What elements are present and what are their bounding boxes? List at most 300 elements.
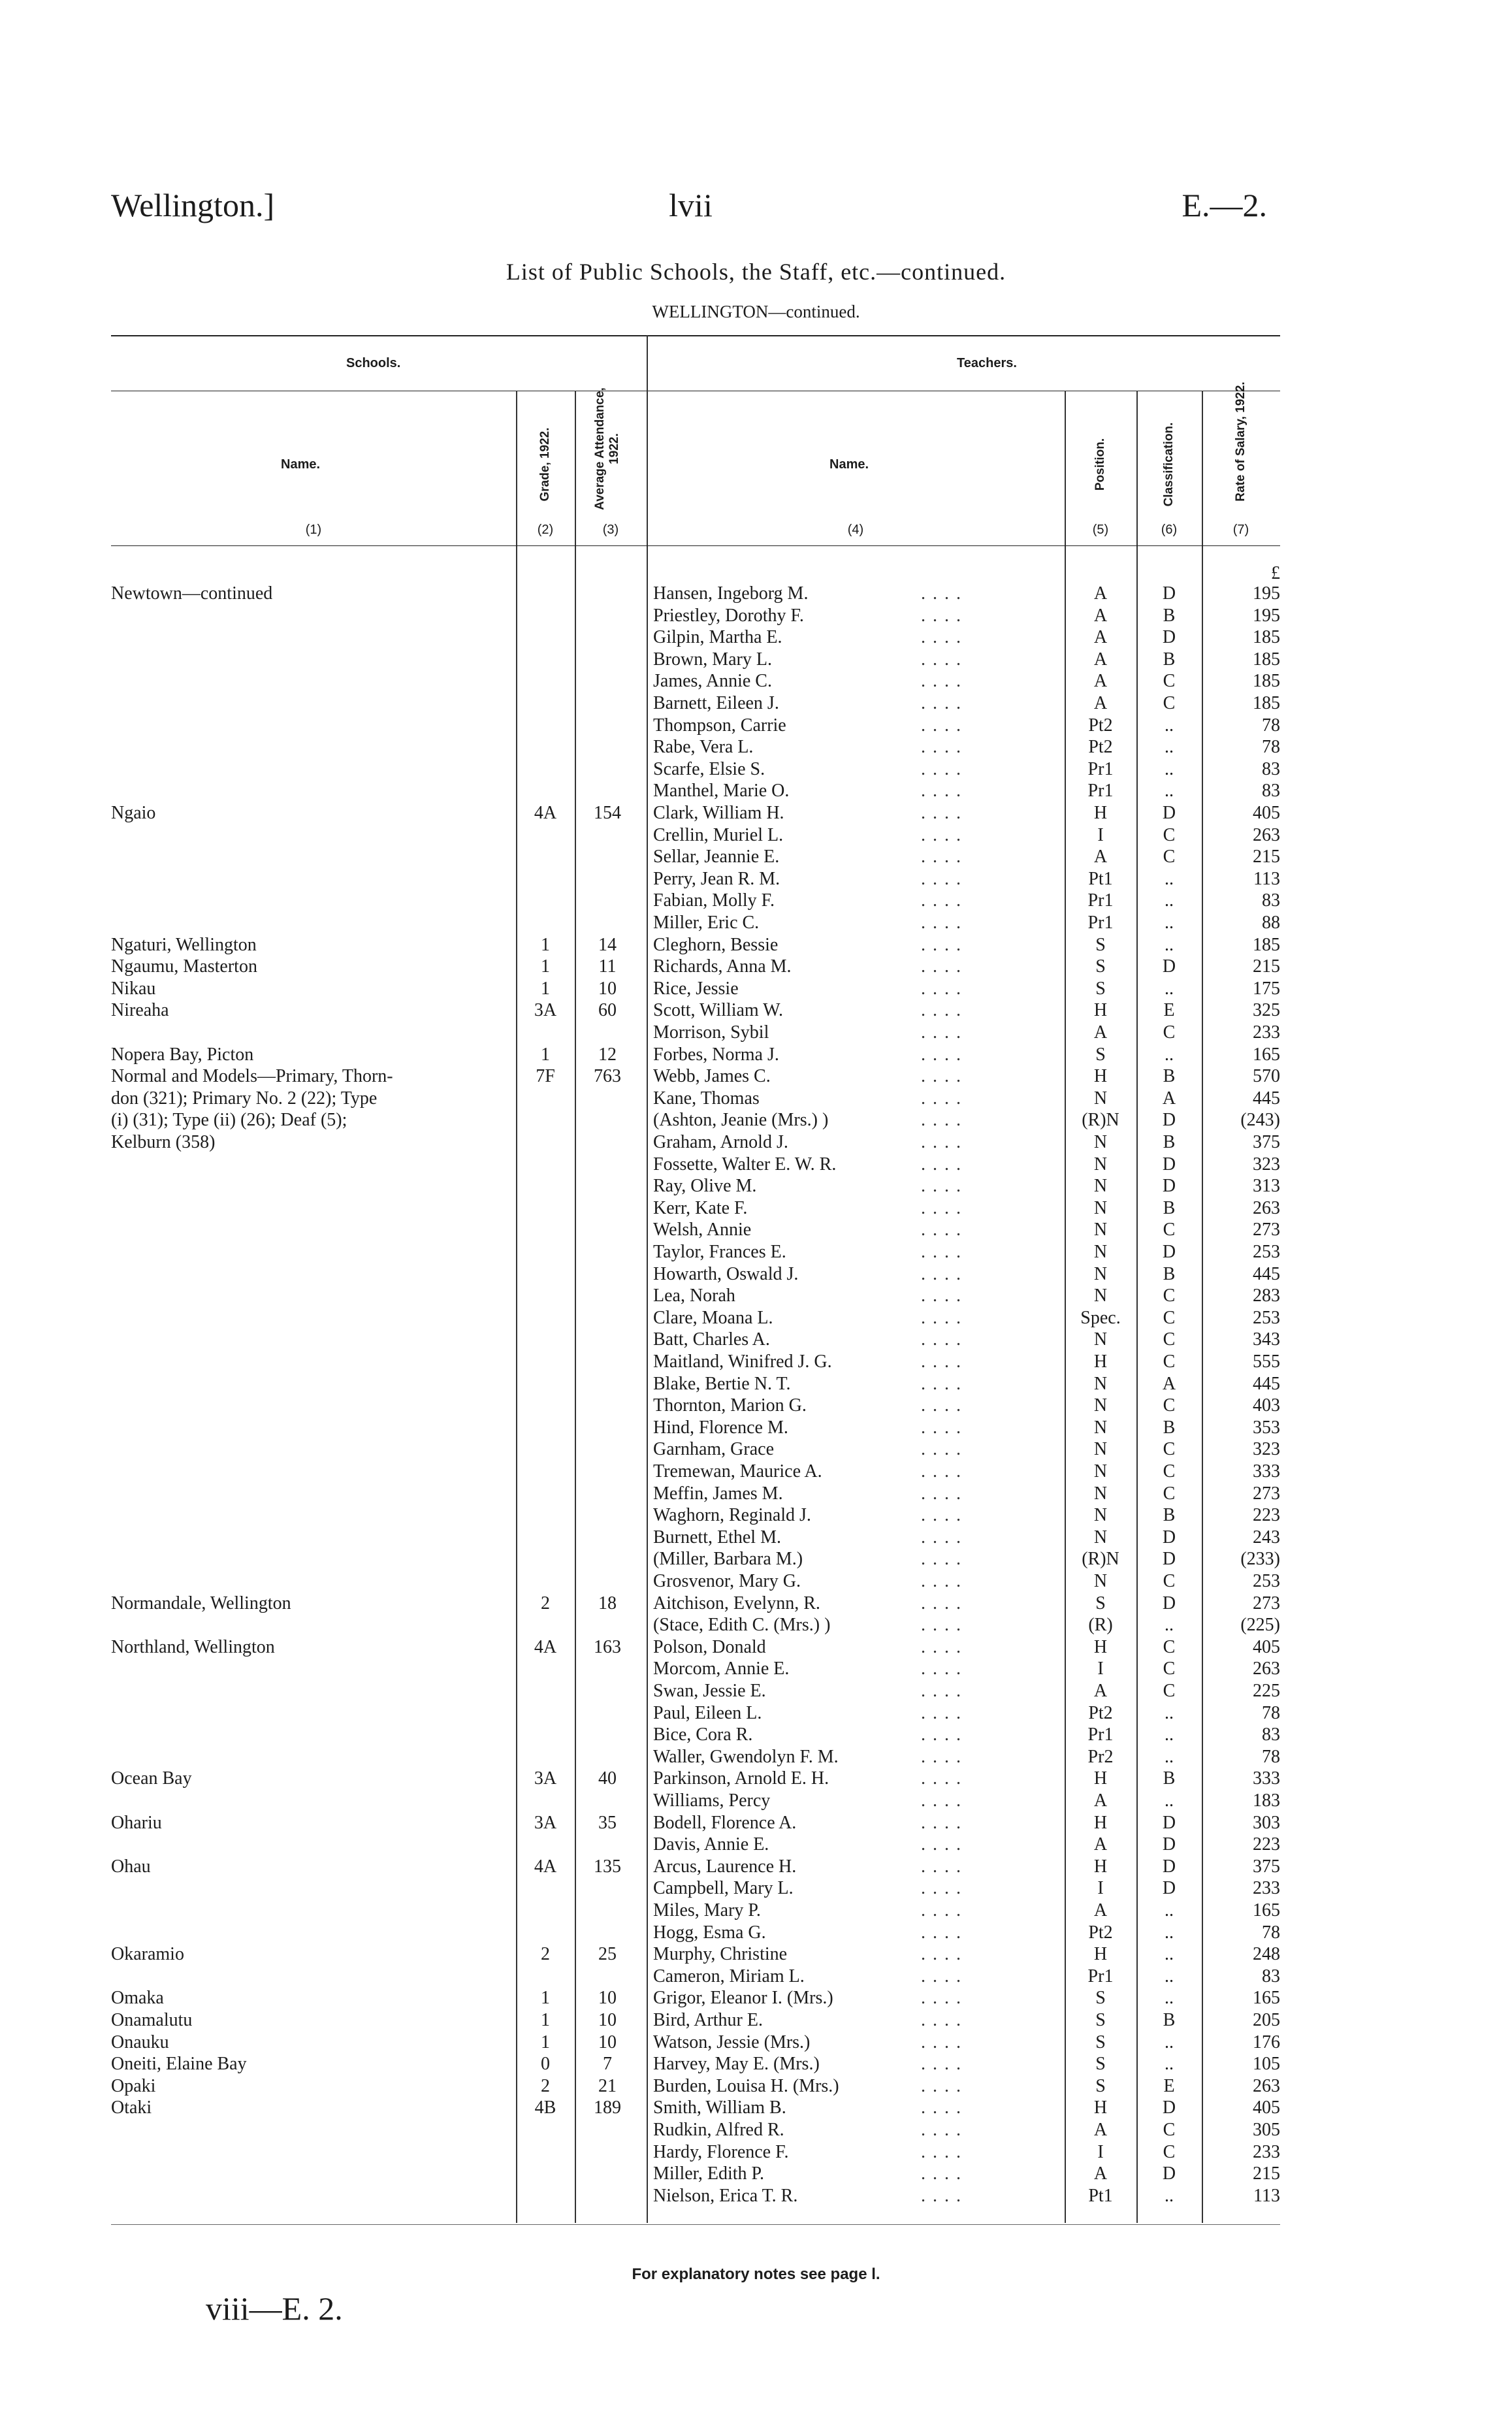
salary-rate: 83 [1262, 758, 1280, 779]
average-attendance: 189 [594, 2098, 621, 2118]
salary-rate: 570 [1253, 1066, 1280, 1087]
teacher-name: Campbell, Mary L. [653, 1878, 794, 1899]
school-name: Nireaha [111, 1000, 169, 1021]
teacher-position: Pt1 [1088, 868, 1113, 889]
average-attendance: 11 [598, 956, 617, 977]
table-row [0, 1241, 1512, 1263]
leader-dots: . . . . [921, 758, 962, 779]
leader-dots: . . . . [921, 1263, 962, 1284]
teacher-classification: D [1162, 1593, 1176, 1613]
teacher-name: Batt, Charles A. [653, 1329, 770, 1350]
teacher-classification: C [1163, 693, 1176, 713]
table-row [0, 1044, 1512, 1066]
salary-rate: 405 [1253, 2098, 1280, 2118]
attendance-heading: Average Attendance, 1922. [593, 387, 621, 510]
table-row [0, 1658, 1512, 1680]
teacher-position: N [1093, 1154, 1108, 1174]
teacher-name: Parkinson, Arnold E. H. [653, 1768, 829, 1789]
table-row [0, 1548, 1512, 1570]
page-title: List of Public Schools, the Staff, etc.—continued. [506, 259, 1006, 285]
salary-rate: 263 [1253, 1197, 1280, 1218]
salary-rate: 555 [1253, 1352, 1280, 1372]
school-grade: 1 [541, 2032, 550, 2052]
teacher-position: H [1093, 1066, 1108, 1087]
teacher-classification: C [1163, 1681, 1176, 1701]
salary-rate: 185 [1253, 934, 1280, 955]
average-attendance: 154 [594, 803, 621, 823]
teacher-position: A [1093, 1834, 1108, 1855]
table-row [0, 736, 1512, 758]
teacher-classification: D [1162, 1110, 1176, 1131]
teacher-name: Welsh, Annie [653, 1220, 752, 1240]
school-grade: 4A [534, 803, 557, 823]
teacher-position: A [1093, 627, 1108, 648]
teacher-position: S [1095, 2032, 1106, 2052]
salary-rate: 445 [1253, 1373, 1280, 1394]
teacher-name: Tremewan, Maurice A. [653, 1461, 822, 1482]
teacher-classification: B [1163, 1066, 1176, 1087]
table-row [0, 2163, 1512, 2185]
school-name: Nikau [111, 978, 156, 999]
table-row [0, 1877, 1512, 1900]
salary-rate: 205 [1253, 2010, 1280, 2030]
table-row [0, 1175, 1512, 1197]
table-row [0, 1197, 1512, 1220]
table-row [0, 999, 1512, 1022]
school-name: Ngaturi, Wellington [111, 934, 257, 955]
leader-dots: . . . . [921, 890, 962, 911]
table-row [0, 1966, 1512, 1988]
teacher-name: Paul, Eileen L. [653, 1702, 762, 1723]
teacher-classification: C [1163, 1571, 1176, 1591]
teacher-name: Thornton, Marion G. [653, 1395, 807, 1416]
column-number-1: (1) [305, 523, 322, 537]
teacher-name: Howarth, Oswald J. [653, 1263, 799, 1284]
teacher-position: A [1093, 847, 1108, 867]
teacher-name: Graham, Arnold J. [653, 1132, 788, 1152]
school-grade: 4A [534, 1636, 557, 1657]
leader-dots: . . . . [921, 1461, 962, 1482]
running-header-right: E.—2. [1182, 187, 1267, 223]
table-row [0, 1263, 1512, 1286]
teacher-classification: C [1163, 1659, 1176, 1679]
leader-dots: . . . . [921, 868, 962, 889]
table-row [0, 1746, 1512, 1768]
table-row [0, 1987, 1512, 2009]
table-row [0, 1680, 1512, 1702]
school-name: Omaka [111, 1988, 164, 2009]
classification-heading: Classification. [1162, 422, 1176, 507]
table-row [0, 2119, 1512, 2141]
teacher-classification: .. [1165, 868, 1174, 889]
teacher-name: Morrison, Sybil [653, 1022, 769, 1043]
teacher-name: Davis, Annie E. [653, 1834, 769, 1855]
school-name: don (321); Primary No. 2 (22); Type [111, 1088, 378, 1109]
salary-rate: 445 [1253, 1263, 1280, 1284]
teacher-name: Blake, Bertie N. T. [653, 1373, 791, 1394]
teacher-name-heading: Name. [829, 457, 869, 472]
leader-dots: . . . . [921, 1681, 962, 1701]
teacher-classification: C [1163, 2141, 1176, 2162]
teacher-classification: .. [1165, 978, 1174, 999]
leader-dots: . . . . [921, 1176, 962, 1197]
school-grade: 3A [534, 1000, 557, 1021]
teacher-classification: B [1163, 1263, 1176, 1284]
teacher-classification: .. [1165, 715, 1174, 736]
teacher-name: Morcom, Annie E. [653, 1659, 790, 1679]
teacher-name: Barnett, Eileen J. [653, 693, 779, 713]
table-row [0, 1373, 1512, 1395]
leader-dots: . . . . [921, 1044, 962, 1065]
teacher-position: N [1093, 1483, 1108, 1504]
table-row [0, 846, 1512, 868]
average-attendance: 21 [598, 2075, 617, 2096]
teacher-position: I [1097, 824, 1104, 845]
salary-rate: 195 [1253, 605, 1280, 626]
teacher-classification: C [1163, 2120, 1176, 2140]
teacher-classification: B [1163, 2010, 1176, 2030]
teacher-name: Clark, William H. [653, 803, 784, 823]
leader-dots: . . . . [921, 1088, 962, 1109]
school-name: Kelburn (358) [111, 1132, 216, 1152]
table-row [0, 956, 1512, 978]
salary-rate: 263 [1253, 824, 1280, 845]
table-row [0, 626, 1512, 649]
salary-rate: 243 [1253, 1527, 1280, 1547]
salary-rate: 375 [1253, 1132, 1280, 1152]
leader-dots: . . . . [921, 1593, 962, 1613]
salary-rate: 253 [1253, 1242, 1280, 1262]
teacher-position: Pt2 [1088, 737, 1113, 758]
teacher-classification: .. [1165, 2032, 1174, 2052]
teacher-name: Meffin, James M. [653, 1483, 783, 1504]
leader-dots: . . . . [921, 978, 962, 999]
leader-dots: . . . . [921, 2075, 962, 2096]
teacher-classification: B [1163, 1505, 1176, 1526]
position-heading: Position. [1093, 438, 1107, 491]
teacher-position: A [1093, 693, 1108, 713]
teacher-position: S [1095, 1044, 1106, 1065]
teacher-classification: D [1162, 1176, 1176, 1197]
table-row [0, 1329, 1512, 1351]
school-name: Normandale, Wellington [111, 1593, 291, 1613]
school-name: Otaki [111, 2098, 152, 2118]
table-row [0, 758, 1512, 781]
salary-rate: 78 [1262, 1702, 1280, 1723]
teacher-position: A [1093, 1681, 1108, 1701]
teacher-name: Rabe, Vera L. [653, 737, 754, 758]
salary-rate: 83 [1262, 1966, 1280, 1986]
teacher-name: Hardy, Florence F. [653, 2141, 789, 2162]
school-name: Nopera Bay, Picton [111, 1044, 254, 1065]
teacher-classification: .. [1165, 890, 1174, 911]
salary-rate: 78 [1262, 737, 1280, 758]
teacher-position: Pr1 [1087, 890, 1114, 911]
leader-dots: . . . . [921, 781, 962, 802]
salary-rate: 313 [1253, 1176, 1280, 1197]
teacher-name: Thompson, Carrie [653, 715, 786, 736]
leader-dots: . . . . [921, 715, 962, 736]
table-row [0, 1724, 1512, 1746]
column-number-6: (6) [1161, 523, 1178, 537]
table-row [0, 1856, 1512, 1878]
table-row [0, 1702, 1512, 1725]
leader-dots: . . . . [921, 737, 962, 758]
leader-dots: . . . . [921, 2120, 962, 2140]
teacher-position: Pr2 [1087, 1746, 1114, 1767]
teacher-name: Aitchison, Evelynn, R. [653, 1593, 820, 1613]
teacher-position: N [1093, 1439, 1108, 1460]
leader-dots: . . . . [921, 1110, 962, 1131]
table-row [0, 2032, 1512, 2054]
teacher-name: Forbes, Norma J. [653, 1044, 779, 1065]
leader-dots: . . . . [921, 649, 962, 670]
salary-rate: 165 [1253, 1988, 1280, 2009]
teacher-name: Scott, William W. [653, 1000, 784, 1021]
teacher-position: N [1093, 1220, 1108, 1240]
average-attendance: 135 [594, 1856, 621, 1877]
salary-rate: 183 [1253, 1790, 1280, 1811]
school-name: Newtown—continued [111, 583, 273, 604]
teacher-classification: D [1162, 1812, 1176, 1833]
teacher-name: (Miller, Barbara M.) [653, 1549, 803, 1570]
salary-rate: 343 [1253, 1329, 1280, 1350]
school-grade: 4B [534, 2098, 556, 2118]
table-row [0, 1417, 1512, 1439]
table-row [0, 1504, 1512, 1527]
page-subtitle: WELLINGTON—continued. [652, 302, 860, 321]
teacher-name: Swan, Jessie E. [653, 1681, 766, 1701]
teacher-position: A [1093, 671, 1108, 692]
teacher-name: Nielson, Erica T. R. [653, 2185, 798, 2206]
average-attendance: 10 [598, 1988, 617, 2009]
teacher-position: S [1095, 1593, 1106, 1613]
table-row [0, 1022, 1512, 1044]
teacher-position: I [1097, 2141, 1104, 2162]
leader-dots: . . . . [921, 1132, 962, 1152]
teacher-position: A [1093, 605, 1108, 626]
teacher-position: Pt1 [1088, 2185, 1113, 2206]
teacher-position: A [1093, 1022, 1108, 1043]
teacher-classification: B [1163, 649, 1176, 670]
school-name: Northland, Wellington [111, 1636, 275, 1657]
teacher-position: A [1093, 2120, 1108, 2140]
salary-rate: 165 [1253, 1900, 1280, 1920]
leader-dots: . . . . [921, 1988, 962, 2009]
salary-rate: 323 [1253, 1154, 1280, 1174]
leader-dots: . . . . [921, 1790, 962, 1811]
salary-rate: 353 [1253, 1417, 1280, 1438]
leader-dots: . . . . [921, 1746, 962, 1767]
teacher-classification: A [1162, 1373, 1176, 1394]
teacher-position: A [1093, 2163, 1108, 2184]
leader-dots: . . . . [921, 913, 962, 933]
teacher-position: S [1095, 1988, 1106, 2009]
leader-dots: . . . . [921, 1549, 962, 1570]
salary-rate: 305 [1253, 2120, 1280, 2140]
salary-rate: 215 [1253, 956, 1280, 977]
leader-dots: . . . . [921, 803, 962, 823]
leader-dots: . . . . [921, 1944, 962, 1965]
salary-rate: 253 [1253, 1571, 1280, 1591]
salary-rate: 78 [1262, 1746, 1280, 1767]
teacher-name: Bird, Arthur E. [653, 2010, 763, 2030]
average-attendance: 10 [598, 2032, 617, 2052]
teacher-position: H [1093, 1636, 1108, 1657]
salary-rate: 215 [1253, 847, 1280, 867]
teacher-classification: .. [1165, 737, 1174, 758]
teacher-classification: B [1163, 1197, 1176, 1218]
teacher-name: Smith, William B. [653, 2098, 786, 2118]
table-row [0, 1790, 1512, 1812]
school-name: Onauku [111, 2032, 169, 2052]
table-row [0, 780, 1512, 802]
teacher-classification: C [1163, 1329, 1176, 1350]
teacher-classification: C [1163, 1286, 1176, 1306]
school-grade: 2 [541, 1944, 550, 1965]
salary-rate: 105 [1253, 2054, 1280, 2075]
leader-dots: . . . . [921, 1307, 962, 1328]
teacher-name: Murphy, Christine [653, 1944, 788, 1965]
teacher-position: A [1093, 583, 1108, 604]
teacher-position: N [1093, 1461, 1108, 1482]
currency-symbol: £ [1271, 563, 1280, 583]
teacher-classification: C [1163, 1307, 1176, 1328]
salary-rate: 185 [1253, 627, 1280, 648]
teacher-position: H [1093, 1000, 1108, 1021]
salary-rate: 225 [1253, 1681, 1280, 1701]
table-row [0, 1768, 1512, 1790]
teacher-name: (Ashton, Jeanie (Mrs.) ) [653, 1110, 829, 1131]
table-row [0, 934, 1512, 956]
teacher-position: Pt2 [1088, 715, 1113, 736]
teacher-name: Sellar, Jeannie E. [653, 847, 780, 867]
teacher-name: Brown, Mary L. [653, 649, 772, 670]
leader-dots: . . . . [921, 627, 962, 648]
teacher-classification: .. [1165, 1702, 1174, 1723]
teacher-classification: C [1163, 1022, 1176, 1043]
table-row [0, 1636, 1512, 1659]
teacher-name: Bice, Cora R. [653, 1725, 753, 1745]
salary-rate: 223 [1253, 1834, 1280, 1855]
salary-rate: 175 [1253, 978, 1280, 999]
table-row [0, 868, 1512, 890]
table-row [0, 692, 1512, 715]
teacher-classification: .. [1165, 1746, 1174, 1767]
leader-dots: . . . . [921, 1439, 962, 1460]
school-name: Opaki [111, 2075, 156, 2096]
leader-dots: . . . . [921, 1659, 962, 1679]
teacher-position: Pr1 [1087, 1966, 1114, 1986]
average-attendance: 7 [603, 2054, 612, 2075]
table-row [0, 1614, 1512, 1636]
salary-rate: (225) [1240, 1615, 1280, 1636]
column-number-3: (3) [602, 523, 619, 537]
salary-rate: 405 [1253, 803, 1280, 823]
table-row [0, 1285, 1512, 1307]
leader-dots: . . . . [921, 1505, 962, 1526]
school-name-heading: Name. [281, 457, 321, 472]
teacher-position: H [1093, 1768, 1108, 1789]
salary-rate: 83 [1262, 890, 1280, 911]
teacher-classification: B [1163, 1132, 1176, 1152]
teacher-classification: D [1162, 2098, 1176, 2118]
teacher-classification: B [1163, 1768, 1176, 1789]
table-row [0, 2053, 1512, 2075]
salary-rate: 273 [1253, 1593, 1280, 1613]
teacher-classification: D [1162, 1549, 1176, 1570]
salary-rate: 403 [1253, 1395, 1280, 1416]
leader-dots: . . . . [921, 2054, 962, 2075]
leader-dots: . . . . [921, 1615, 962, 1636]
teacher-position: Pt2 [1088, 1922, 1113, 1943]
average-attendance: 40 [598, 1768, 617, 1789]
table-row [0, 1307, 1512, 1329]
teacher-name: Miller, Edith P. [653, 2163, 764, 2184]
teacher-classification: D [1162, 1527, 1176, 1547]
salary-rate: 273 [1253, 1220, 1280, 1240]
salary-rate: 185 [1253, 649, 1280, 670]
salary-rate: 405 [1253, 1636, 1280, 1657]
teacher-name: Priestley, Dorothy F. [653, 605, 804, 626]
leader-dots: . . . . [921, 1483, 962, 1504]
teacher-position: I [1097, 1659, 1104, 1679]
table-row [0, 1154, 1512, 1176]
salary-rate: 113 [1253, 2185, 1280, 2206]
leader-dots: . . . . [921, 1417, 962, 1438]
teacher-classification: C [1163, 1352, 1176, 1372]
teacher-classification: C [1163, 1461, 1176, 1482]
leader-dots: . . . . [921, 1000, 962, 1021]
school-grade: 1 [541, 1988, 550, 2009]
table-row [0, 2185, 1512, 2207]
salary-rate: 176 [1253, 2032, 1280, 2052]
teacher-position: A [1093, 649, 1108, 670]
average-attendance: 18 [598, 1593, 617, 1613]
teacher-position: N [1093, 1176, 1108, 1197]
teacher-classification: .. [1165, 1900, 1174, 1920]
leader-dots: . . . . [921, 2141, 962, 2162]
salary-rate: 263 [1253, 1659, 1280, 1679]
leader-dots: . . . . [921, 583, 962, 604]
table-row [0, 1593, 1512, 1615]
table-row [0, 605, 1512, 627]
leader-dots: . . . . [921, 2163, 962, 2184]
leader-dots: . . . . [921, 1220, 962, 1240]
teacher-position: H [1093, 803, 1108, 823]
teacher-position: N [1093, 1527, 1108, 1547]
school-name: Ocean Bay [111, 1768, 192, 1789]
salary-rate: 445 [1253, 1088, 1280, 1109]
teacher-name: Bodell, Florence A. [653, 1812, 797, 1833]
table-row [0, 890, 1512, 912]
leader-dots: . . . . [921, 2185, 962, 2206]
teacher-position: N [1093, 1373, 1108, 1394]
table-row [0, 1395, 1512, 1417]
salary-rate: (233) [1240, 1549, 1280, 1570]
table-row [0, 802, 1512, 824]
average-attendance: 163 [594, 1636, 621, 1657]
teacher-name: Burden, Louisa H. (Mrs.) [653, 2075, 839, 2096]
teacher-classification: D [1162, 803, 1176, 823]
average-attendance: 14 [598, 934, 617, 955]
schools-group-heading: Schools. [346, 356, 401, 370]
teacher-name: Lea, Norah [653, 1286, 735, 1306]
teacher-position: A [1093, 1900, 1108, 1920]
salary-rate: 253 [1253, 1307, 1280, 1328]
table-row [0, 978, 1512, 1000]
school-grade: 4A [534, 1856, 557, 1877]
